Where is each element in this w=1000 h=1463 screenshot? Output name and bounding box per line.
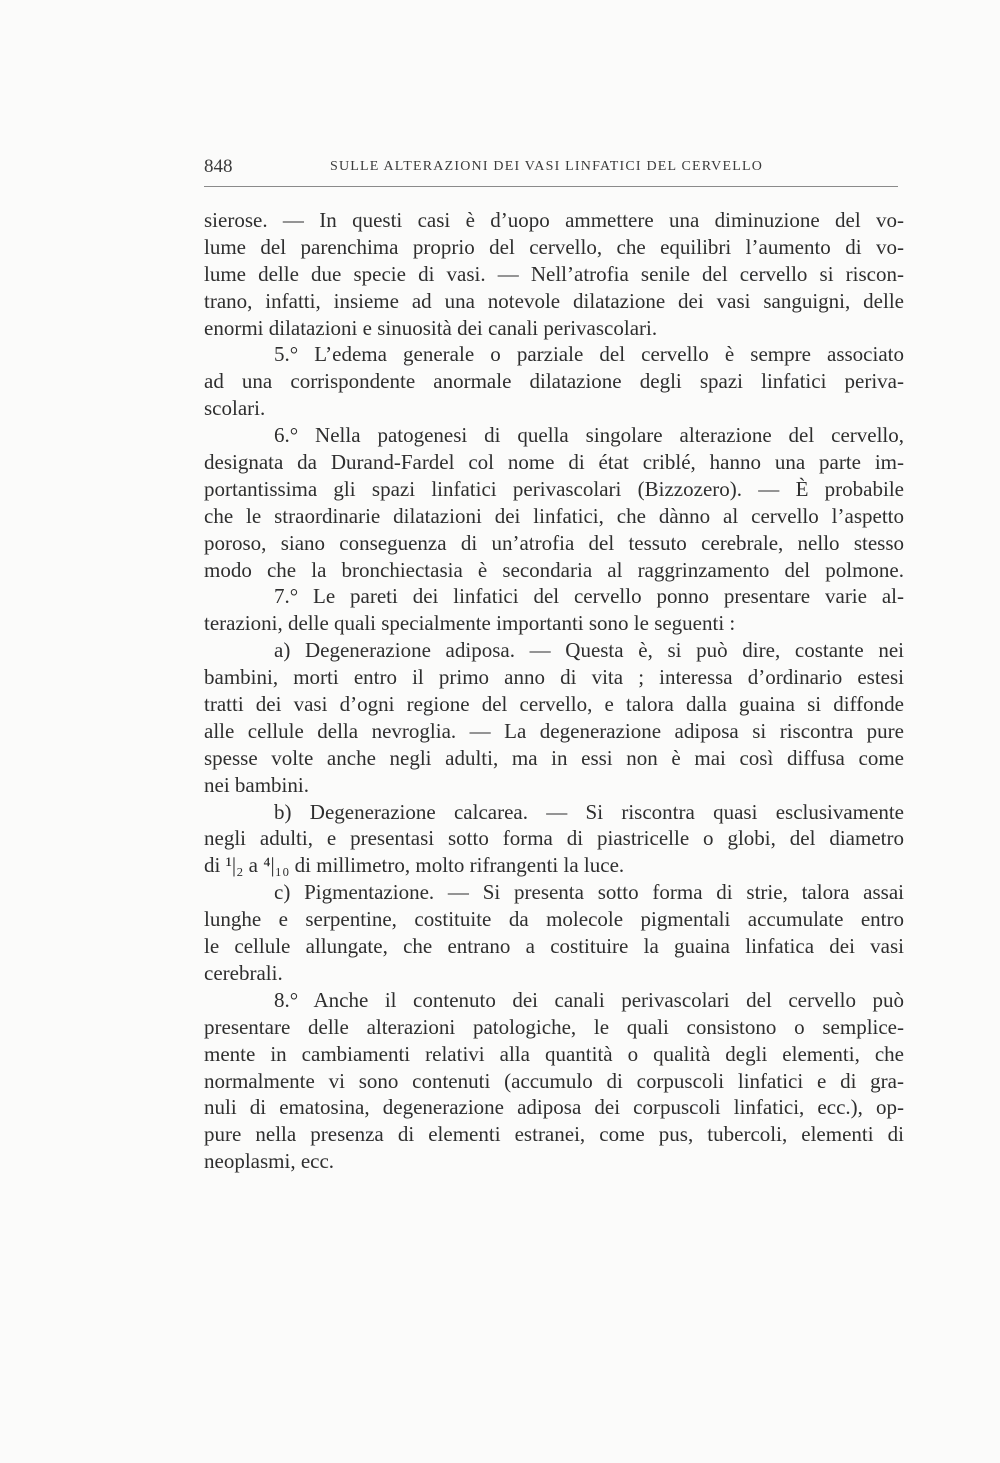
text-line: 6.° Nella patogenesi di quella singolare alterazione del cervello,: [274, 423, 904, 448]
text-line: designata da Durand-Fardel col nome di état criblé, hanno una parte im-: [204, 450, 904, 475]
text-line: pure nella presenza di elementi estranei, come pus, tubercoli, elementi di: [204, 1122, 904, 1147]
text-line: ad una corrispondente anormale dilatazione degli spazi linfatici periva-: [204, 369, 904, 394]
text-line: trano, infatti, insieme ad una notevole dilatazione dei vasi sanguigni, delle: [204, 288, 904, 313]
text-line: enormi dilatazioni e sinuosità dei canali perivascolari.: [204, 315, 658, 340]
text-line: 7.° Le pareti dei linfatici del cervello ponno presentare varie al-: [274, 584, 904, 609]
text-line: cerebrali.: [204, 960, 283, 985]
text-line: presentare delle alterazioni patologiche, le quali consistono o semplice-: [204, 1014, 904, 1039]
text-line: bambini, morti entro il primo anno di vita ; interessa d’ordinario estesi: [204, 665, 904, 690]
text-line: lume del parenchima proprio del cervello, che equilibri l’aumento di vo-: [204, 234, 904, 259]
text-line: 5.° L’edema generale o parziale del cervello è sempre associato: [274, 342, 904, 367]
body-text: [204, 207, 904, 1175]
text-line: lunghe e serpentine, costituite da molecole pigmentali accumulate entro: [204, 907, 904, 932]
text-line: nei bambini.: [204, 772, 309, 797]
text-line: a) Degenerazione adiposa. — Questa è, si può dire, costante nei: [274, 638, 904, 663]
page-header: [204, 156, 898, 182]
text-line: terazioni, delle quali specialmente importanti sono le seguenti :: [204, 611, 736, 636]
text-line: normalmente vi sono contenuti (accumulo di corpuscoli linfatici e di gra-: [204, 1068, 904, 1093]
text-line: negli adulti, e presentasi sotto forma di piastricelle o globi, del diametro: [204, 826, 904, 851]
header-rule: [204, 186, 898, 187]
running-head: SULLE ALTERAZIONI DEI VASI LINFATICI DEL CERVELLO: [330, 159, 764, 174]
text-line: poroso, siano conseguenza di un’atrofia del tessuto cerebrale, nello stesso: [204, 530, 904, 555]
text-line: mente in cambiamenti relativi alla quantità o qualità degli elementi, che: [204, 1041, 904, 1066]
text-line: alle cellule della nevroglia. — La degenerazione adiposa si riscontra pure: [204, 718, 904, 743]
text-line: che le straordinarie dilatazioni dei linfatici, che dànno al cervello l’aspetto: [204, 503, 904, 528]
text-line: b) Degenerazione calcarea. — Si riscontra quasi esclusivamente: [274, 799, 904, 824]
text-line: modo che la bronchiectasia è secondaria al raggrinzamento del polmone.: [204, 557, 904, 582]
text-line: tratti dei vasi d’ogni regione del cervello, e talora dalla guaina si diffonde: [204, 692, 904, 717]
text-line: spesse volte anche negli adulti, ma in essi non è mai così diffusa come: [204, 745, 904, 770]
page-number: 848: [204, 156, 233, 177]
text-line: sierose. — In questi casi è d’uopo ammettere una diminuzione del vo-: [204, 208, 904, 232]
text-line: lume delle due specie di vasi. — Nell’atrofia senile del cervello si riscon-: [204, 261, 904, 286]
text-line: le cellule allungate, che entrano a costituire la guaina linfatica dei vasi: [204, 934, 904, 959]
text-line: nuli di ematosina, degenerazione adiposa dei corpuscoli linfatici, ecc.), op-: [204, 1095, 904, 1120]
text-line: 8.° Anche il contenuto dei canali perivascolari del cervello può: [274, 987, 904, 1012]
text-line: scolari.: [204, 396, 266, 421]
text-line: neoplasmi, ecc.: [204, 1149, 335, 1174]
text-line: portantissima gli spazi linfatici perivascolari (Bizzozero). — È probabile: [204, 476, 904, 501]
text-line: di ¹|₂ a ⁴|₁₀ di millimetro, molto rifrangenti la luce.: [204, 853, 625, 878]
text-line: c) Pigmentazione. — Si presenta sotto forma di strie, talora assai: [274, 880, 904, 905]
